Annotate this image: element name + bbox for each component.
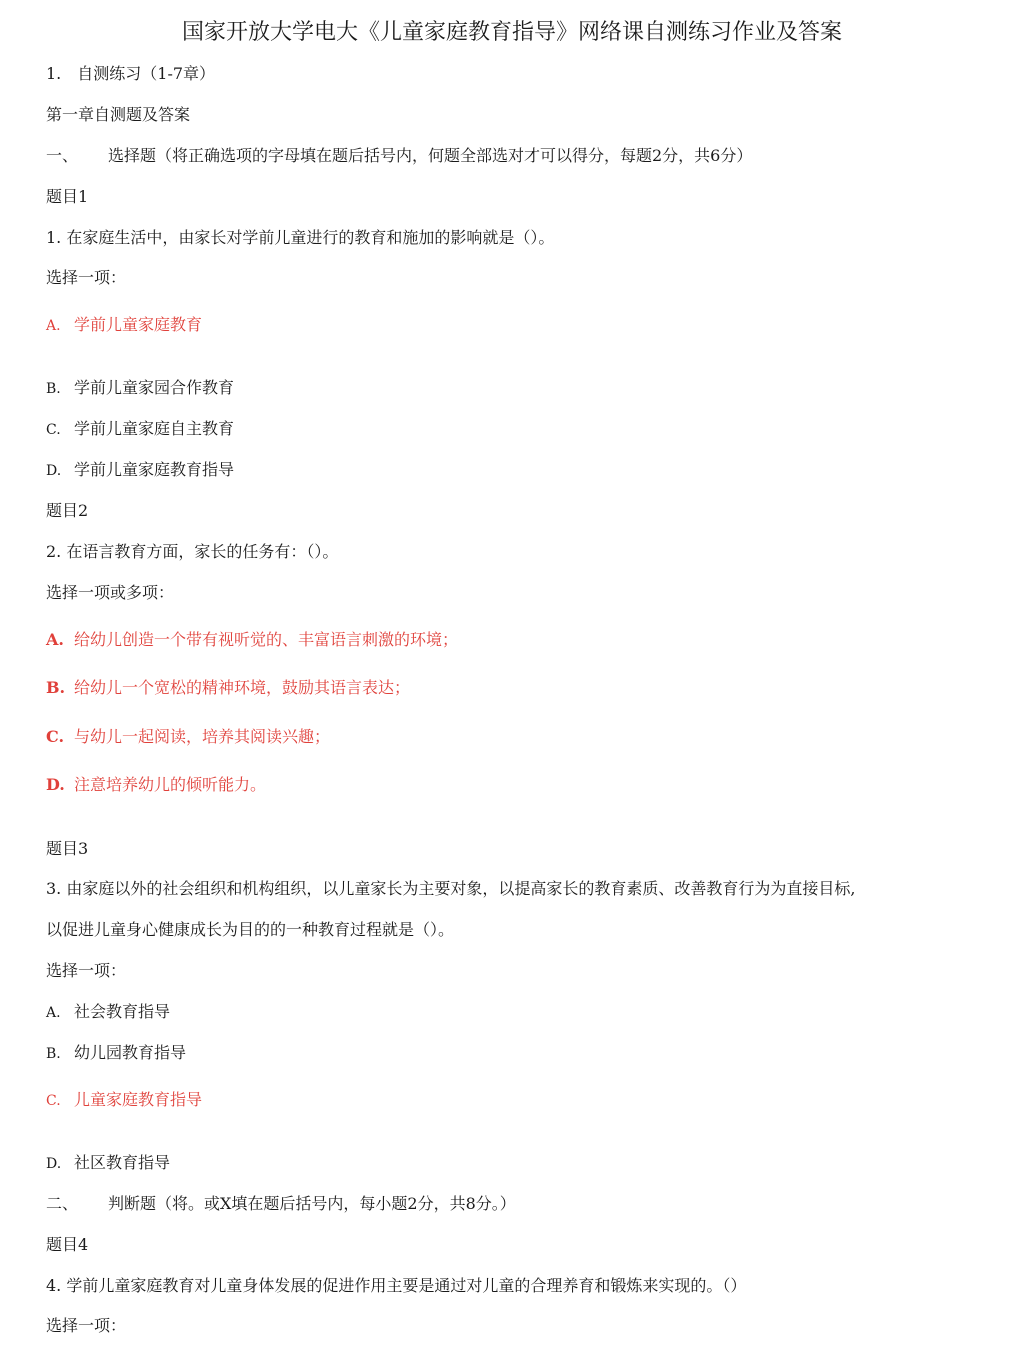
option-correct: [46, 314, 202, 337]
question-label: 题目2: [46, 501, 89, 520]
question-instruction: 选择一项：: [46, 961, 127, 980]
option-text: 与幼儿一起阅读，培养其阅读兴趣；: [74, 727, 331, 746]
question-stem: 2. 在语言教育方面，家长的任务有：（）。: [46, 542, 339, 561]
question-instruction: 选择一项：: [46, 1316, 127, 1335]
option-letter: A.: [46, 630, 64, 649]
question-instruction: 选择一项：: [46, 268, 127, 287]
option-text: 给幼儿创造一个带有视听觉的、丰富语言刺激的环境；: [74, 630, 459, 649]
option-letter: A.: [46, 1005, 61, 1021]
option-text: 儿童家庭教育指导: [74, 1090, 203, 1109]
option-correct: [46, 629, 458, 651]
option-correct: [46, 726, 330, 748]
option-correct: [46, 677, 410, 699]
question-label: 题目1: [46, 187, 89, 206]
section-heading-choice: [46, 145, 752, 167]
chapter-heading: 第一章自测题及答案: [46, 105, 191, 124]
option-letter: D.: [46, 1156, 62, 1172]
section-number: 一、: [46, 146, 79, 165]
option: [46, 1042, 186, 1065]
option: [46, 377, 234, 400]
option-text: 学前儿童家庭教育: [74, 315, 203, 334]
option-letter: C.: [46, 1093, 61, 1109]
option: [46, 418, 234, 441]
option-text: 社会教育指导: [74, 1002, 171, 1021]
option-text: 学前儿童家园合作教育: [74, 378, 235, 397]
document-title: 国家开放大学电大《儿童家庭教育指导》网络课自测练习作业及答案: [181, 20, 842, 45]
question-stem-continued: 以促进儿童身心健康成长为目的的一种教育过程就是（）。: [46, 920, 455, 939]
question-stem: 1. 在家庭生活中，由家长对学前儿童进行的教育和施加的影响就是（）。: [46, 228, 555, 247]
option-letter: B.: [46, 678, 66, 697]
option-correct: [46, 774, 266, 796]
option-text: 幼儿园教育指导: [74, 1043, 187, 1062]
option-letter: C.: [46, 422, 61, 438]
option-letter: C.: [46, 727, 65, 746]
section-text: 选择题（将正确选项的字母填在题后括号内，何题全部选对才可以得分，每题2分，共6分）: [108, 146, 753, 165]
section-text: 判断题（将。或X填在题后括号内，每小题2分，共8分。）: [108, 1194, 516, 1213]
option-text: 注意培养幼儿的倾听能力。: [74, 775, 267, 794]
option: [46, 1001, 170, 1024]
question-label: 题目3: [46, 839, 89, 858]
exercise-heading: 1. 自测练习（1-7章）: [46, 64, 216, 83]
option-letter: B.: [46, 1046, 61, 1062]
option-text: 给幼儿一个宽松的精神环境，鼓励其语言表达；: [74, 678, 411, 697]
section-number: 二、: [46, 1194, 79, 1213]
option-text: 学前儿童家庭教育指导: [74, 460, 235, 479]
option-letter: A.: [46, 318, 61, 334]
option-letter: D.: [46, 775, 65, 794]
question-label: 题目4: [46, 1235, 89, 1254]
question-instruction: 选择一项或多项：: [46, 583, 175, 602]
option-text: 社区教育指导: [74, 1153, 171, 1172]
section-heading-judgment: [46, 1193, 516, 1215]
question-stem: 4. 学前儿童家庭教育对儿童身体发展的促进作用主要是通过对儿童的合理养育和锻炼来实现的。（）: [46, 1276, 747, 1295]
question-stem: 3. 由家庭以外的社会组织和机构组织，以儿童家长为主要对象，以提高家长的教育素质、改善教育行为为直接目标,: [46, 879, 856, 898]
option: [46, 459, 234, 482]
option-text: 学前儿童家庭自主教育: [74, 419, 235, 438]
option-correct: [46, 1089, 202, 1112]
option: [46, 1152, 170, 1175]
option-letter: D.: [46, 463, 62, 479]
option-letter: B.: [46, 381, 61, 397]
